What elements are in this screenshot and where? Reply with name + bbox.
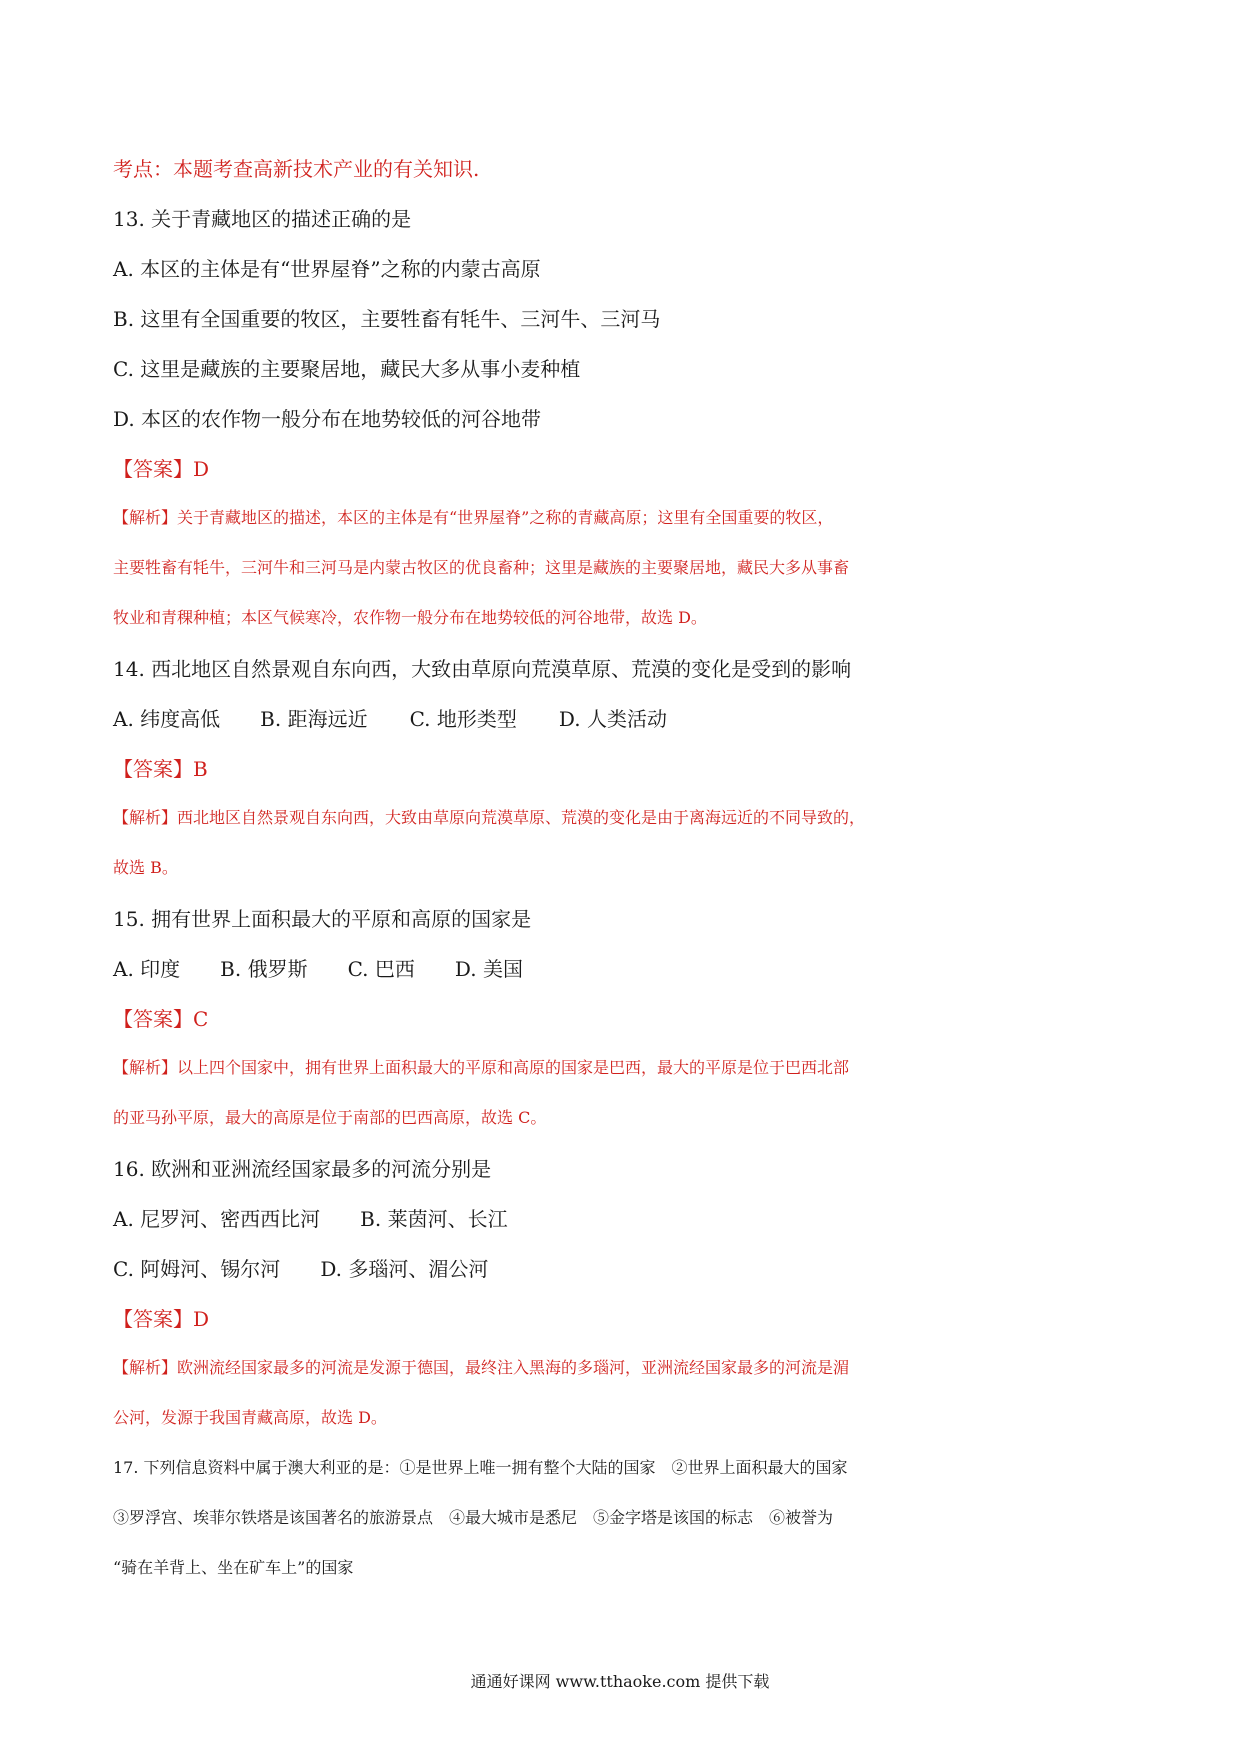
q16-explanation-line: 【解析】欧洲流经国家最多的河流是发源于德国，最终注入黑海的多瑙河，亚洲流经国家最多的河流是湄 — [113, 1358, 850, 1377]
q14-stem: 14. 西北地区自然景观自东向西，大致由草原向荒漠草原、荒漠的变化是受到的影响 — [113, 657, 852, 681]
q16-stem: 16. 欧洲和亚洲流经国家最多的河流分别是 — [113, 1157, 492, 1181]
q15-option-d: D. 美国 — [454, 957, 523, 981]
q14-explanation-line: 【解析】西北地区自然景观自东向西，大致由草原向荒漠草原、荒漠的变化是由于离海远近的不同导致的， — [113, 808, 866, 827]
q16-options-row1 — [113, 1205, 1133, 1234]
q15-options — [113, 955, 1133, 984]
q16-explanation-line: 公河，发源于我国青藏高原，故选 D。 — [113, 1408, 387, 1427]
q16-answer: 【答案】D — [113, 1307, 210, 1331]
q15-explanation — [113, 1055, 1133, 1134]
q13-explanation-line: 【解析】关于青藏地区的描述，本区的主体是有“世界屋脊”之称的青藏高原；这里有全国重要的牧区， — [113, 508, 834, 527]
q16-options-row2 — [113, 1255, 1133, 1284]
q16-option-a: A. 尼罗河、密西西比河 — [113, 1207, 321, 1231]
q13-explanation — [113, 505, 1133, 634]
q15-explanation-line: 的亚马孙平原，最大的高原是位于南部的巴西高原，故选 C。 — [113, 1108, 547, 1127]
q15-option-a: A. 印度 — [113, 957, 181, 981]
q14-options — [113, 705, 1133, 734]
page-footer: 通通好课网 www.tthaoke.com 提供下载 — [470, 1672, 770, 1691]
q16-option-c: C. 阿姆河、锡尔河 — [113, 1257, 281, 1281]
q17-stem — [113, 1455, 1133, 1584]
q13-explanation-line: 主要牲畜有牦牛，三河牛和三河马是内蒙古牧区的优良畜种；这里是藏族的主要聚居地，藏民大多从事畜 — [113, 558, 850, 577]
q13-stem: 13. 关于青藏地区的描述正确的是 — [113, 207, 412, 231]
q14-option-a: A. 纬度高低 — [113, 707, 221, 731]
q14-option-d: D. 人类活动 — [558, 707, 667, 731]
q14-option-b: B. 距海远近 — [260, 707, 368, 731]
q17-stem-line: “骑在羊背上、坐在矿车上”的国家 — [113, 1558, 354, 1577]
exam-content — [113, 155, 1133, 1605]
q13-option-d: D. 本区的农作物一般分布在地势较低的河谷地带 — [113, 407, 542, 431]
q17-stem-line: 17. 下列信息资料中属于澳大利亚的是：①是世界上唯一拥有整个大陆的国家 ②世界上面积最大的国家 — [113, 1458, 848, 1477]
q17-stem-line: ③罗浮宫、埃菲尔铁塔是该国著名的旅游景点 ④最大城市是悉尼 ⑤金字塔是该国的标志 ⑥被誉为 — [113, 1508, 834, 1527]
q15-option-b: B. 俄罗斯 — [220, 957, 308, 981]
q15-answer: 【答案】C — [113, 1007, 209, 1031]
q14-answer: 【答案】B — [113, 757, 208, 781]
q14-option-c: C. 地形类型 — [409, 707, 517, 731]
q16-explanation — [113, 1355, 1133, 1434]
q16-option-d: D. 多瑙河、湄公河 — [320, 1257, 489, 1281]
q14-explanation-line: 故选 B。 — [113, 858, 178, 877]
q13-option-a: A. 本区的主体是有“世界屋脊”之称的内蒙古高原 — [113, 257, 541, 281]
q13-option-c: C. 这里是藏族的主要聚居地，藏民大多从事小麦种植 — [113, 357, 581, 381]
q13-answer: 【答案】D — [113, 457, 210, 481]
q13-option-b: B. 这里有全国重要的牧区，主要牲畜有牦牛、三河牛、三河马 — [113, 307, 661, 331]
q16-option-b: B. 莱茵河、长江 — [360, 1207, 508, 1231]
q15-stem: 15. 拥有世界上面积最大的平原和高原的国家是 — [113, 907, 532, 931]
q12-kaodian: 考点：本题考查高新技术产业的有关知识. — [113, 157, 480, 181]
q14-explanation — [113, 805, 1133, 884]
q15-option-c: C. 巴西 — [347, 957, 415, 981]
q15-explanation-line: 【解析】以上四个国家中，拥有世界上面积最大的平原和高原的国家是巴西，最大的平原是位于巴西北部 — [113, 1058, 850, 1077]
q13-explanation-line: 牧业和青稞种植；本区气候寒冷，农作物一般分布在地势较低的河谷地带，故选 D。 — [113, 608, 707, 627]
